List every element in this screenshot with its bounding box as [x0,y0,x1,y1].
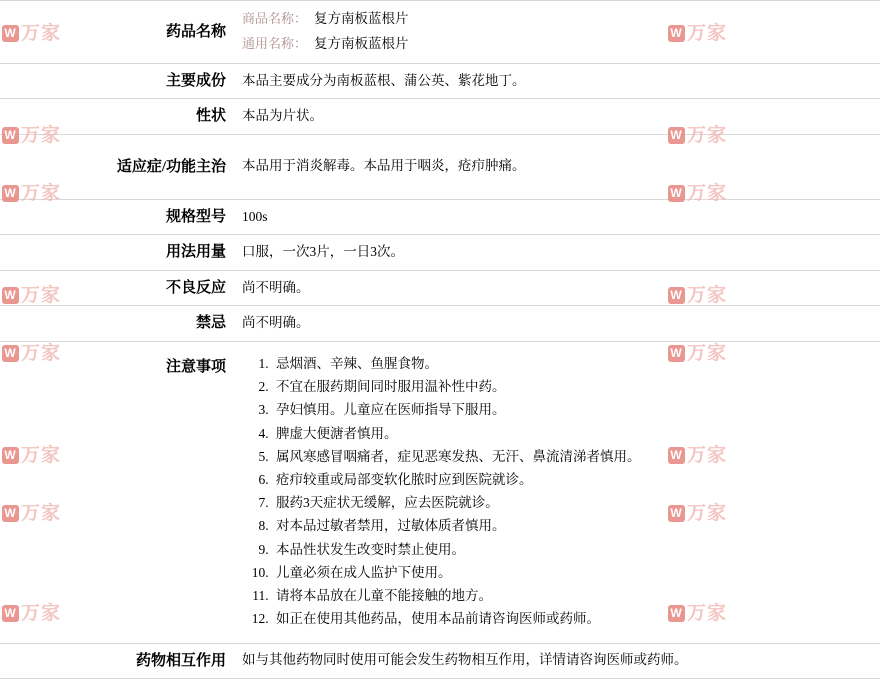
watermark-logo-icon: W [668,25,685,42]
watermark-logo-icon: W [2,447,19,464]
list-item: 8. 对本品过敏者禁用，过敏体质者慎用。 [272,514,872,537]
list-item: 9. 本品性状发生改变时禁止使用。 [272,538,872,561]
watermark-text: 万家 [21,23,62,44]
watermark-text: 万家 [21,343,62,364]
watermark-text: 万家 [687,445,728,466]
watermark-text: 万家 [687,603,728,624]
watermark-text: 万家 [687,183,728,204]
row-value-adverse-reactions: 尚不明确。 [234,270,880,306]
row-value-appearance: 本品为片状。 [234,99,880,135]
watermark-text: 万家 [21,285,62,306]
row-value-specification: 100s [234,199,880,235]
watermark-text: 万家 [687,285,728,306]
watermark-text: 万家 [21,503,62,524]
row-label-dosage: 用法用量 [0,235,234,271]
trade-name-row [242,7,872,32]
row-label-precautions: 注意事项 [0,341,234,643]
row-value-contraindications: 尚不明确。 [234,306,880,342]
watermark-logo-icon: W [2,25,19,42]
watermark-text: 万家 [687,343,728,364]
watermark-logo-icon: W [668,605,685,622]
precautions-list [242,352,872,631]
table-row-contraindications [0,306,880,342]
table-row-adverse-reactions [0,270,880,306]
table-row-drug-interactions [0,643,880,679]
watermark-text: 万家 [21,183,62,204]
watermark-logo-icon: W [668,447,685,464]
list-item: 4. 脾虚大便溏者慎用。 [272,422,872,445]
trade-name-label: 商品名称： [242,11,308,26]
row-label-appearance: 性状 [0,99,234,135]
row-label-indications: 适应症/功能主治 [0,134,234,199]
watermark-logo-icon: W [2,345,19,362]
watermark-logo-icon: W [2,287,19,304]
watermark-logo-icon: W [668,185,685,202]
generic-name-value: 复方南板蓝根片 [314,35,409,51]
row-value-drug-name [234,1,880,64]
list-item: 11. 请将本品放在儿童不能接触的地方。 [272,584,872,607]
row-label-ingredients: 主要成份 [0,63,234,99]
watermark-logo-icon: W [668,287,685,304]
list-item: 3. 孕妇慎用。儿童应在医师指导下服用。 [272,398,872,421]
list-item: 10. 儿童必须在成人监护下使用。 [272,561,872,584]
watermark-logo-icon: W [2,185,19,202]
table-row-dosage [0,235,880,271]
watermark-logo-icon: W [2,127,19,144]
row-value-ingredients: 本品主要成分为南板蓝根、蒲公英、紫花地丁。 [234,63,880,99]
watermark-text: 万家 [21,445,62,466]
table-row-specification [0,199,880,235]
row-value-indications: 本品用于消炎解毒。本品用于咽炎，疮疖肿痛。 [234,134,880,199]
watermark-text: 万家 [687,125,728,146]
watermark-logo-icon: W [668,505,685,522]
generic-name-label: 通用名称： [242,35,308,51]
row-label-drug-name: 药品名称 [0,1,234,64]
table-row-ingredients [0,63,880,99]
watermark-text: 万家 [687,503,728,524]
row-label-drug-interactions: 药物相互作用 [0,643,234,679]
list-item: 12. 如正在使用其他药品，使用本品前请咨询医师或药师。 [272,607,872,630]
watermark-logo-icon: W [2,605,19,622]
list-item: 7. 服药3天症状无缓解，应去医院就诊。 [272,491,872,514]
trade-name-value: 复方南板蓝根片 [314,11,409,26]
list-item: 1. 忌烟酒、辛辣、鱼腥食物。 [272,352,872,375]
watermark-text: 万家 [21,125,62,146]
list-item: 6. 疮疖较重或局部变软化脓时应到医院就诊。 [272,468,872,491]
row-label-specification: 规格型号 [0,199,234,235]
row-label-adverse-reactions: 不良反应 [0,270,234,306]
watermark-logo-icon: W [668,127,685,144]
row-label-contraindications: 禁忌 [0,306,234,342]
watermark-text: 万家 [687,23,728,44]
watermark-logo-icon: W [2,505,19,522]
watermark-logo-icon: W [668,345,685,362]
generic-name-row [242,32,872,57]
row-value-drug-interactions: 如与其他药物同时使用可能会发生药物相互作用，详情请咨询医师或药师。 [234,643,880,679]
list-item: 2. 不宜在服药期间同时服用温补性中药。 [272,375,872,398]
table-row-precautions [0,341,880,643]
row-value-dosage: 口服，一次3片，一日3次。 [234,235,880,271]
list-item: 5. 属风寒感冒咽痛者，症见恶寒发热、无汗、鼻流清涕者慎用。 [272,445,872,468]
table-row-appearance [0,99,880,135]
row-value-precautions [234,341,880,643]
table-row-indications [0,134,880,199]
watermark-text: 万家 [21,603,62,624]
table-row-drug-name [0,1,880,64]
